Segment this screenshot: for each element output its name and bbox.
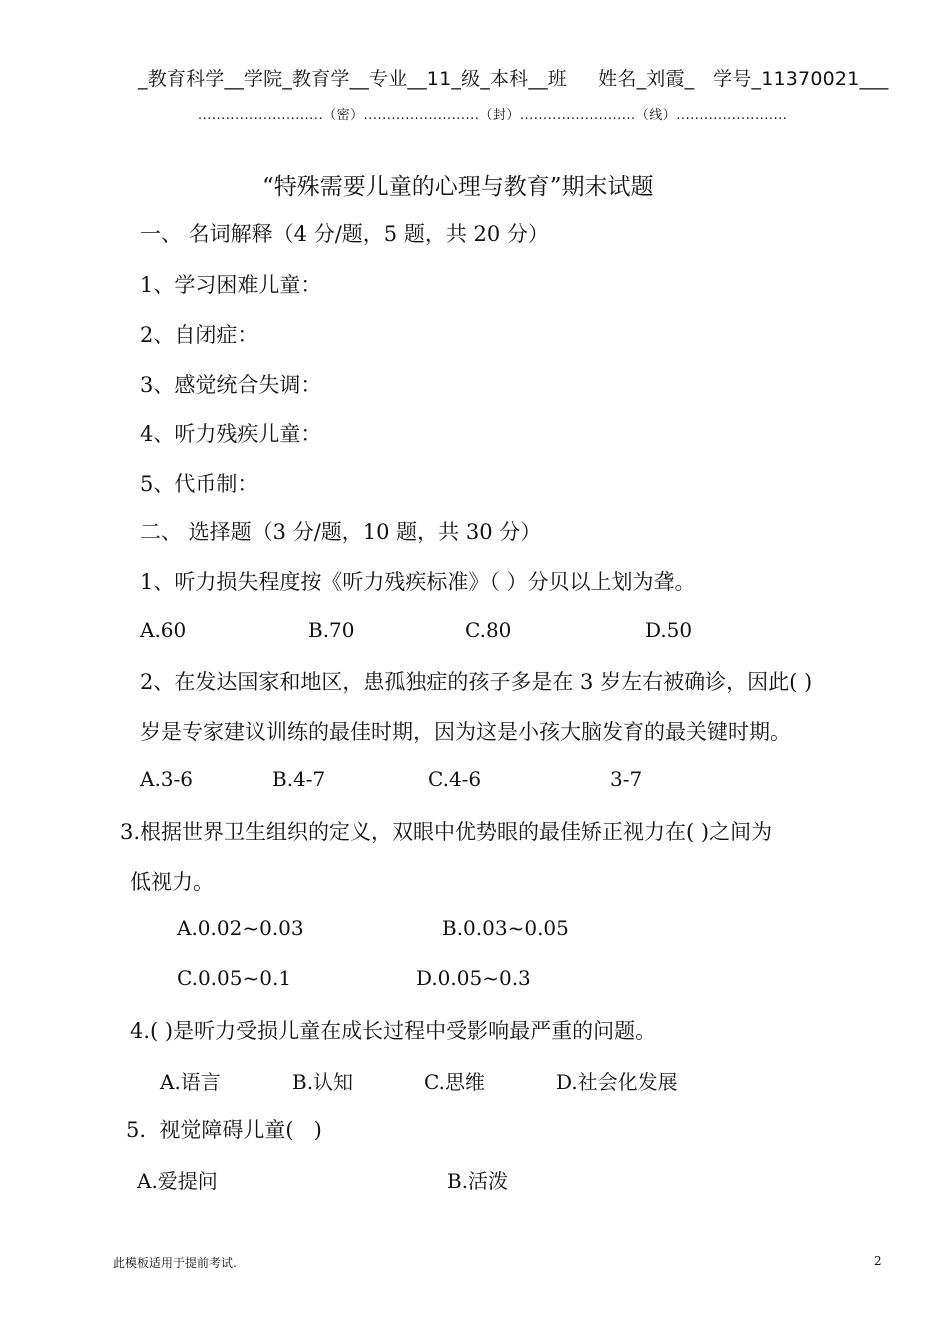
q3-option-a: A.0.02~0.03 (177, 916, 304, 940)
q1-option-c: C.80 (465, 618, 512, 642)
term-item-5: 5、代币制： (140, 472, 259, 496)
q2-option-a: A.3-6 (140, 767, 194, 791)
student-info-line: _教育科学__学院_教育学__专业__11_级_本科__班 姓名_刘霞_ 学号_11370021___ (138, 68, 889, 90)
q3-option-d: D.0.05~0.3 (416, 966, 531, 990)
q4-option-d: D.社会化发展 (556, 1070, 678, 1094)
page-number: 2 (874, 1254, 882, 1268)
question-3-line-2: 低视力。 (130, 870, 214, 894)
q1-option-a: A.60 (140, 618, 187, 642)
q4-option-b: B.认知 (292, 1070, 354, 1094)
term-item-4: 4、听力残疾儿童： (140, 422, 322, 446)
question-2-line-2: 岁是专家建议训练的最佳时期，因为这是小孩大脑发育的最关键时期。 (140, 720, 791, 744)
seal-line: ...........................（密）.........................（封）.........................（线）........................ (198, 108, 788, 123)
q5-option-a: A.爱提问 (137, 1169, 218, 1193)
section1-heading: 一、 名词解释（4 分/题，5 题，共 20 分） (140, 222, 549, 246)
q4-option-c: C.思维 (424, 1070, 485, 1094)
term-item-3: 3、感觉统合失调： (140, 373, 322, 397)
footer-note: 此模板适用于提前考试. (113, 1256, 237, 1270)
exam-title: “特殊需要儿童的心理与教育”期末试题 (262, 174, 654, 200)
question-2-line-1: 2、在发达国家和地区，患孤独症的孩子多是在 3 岁左右被确诊，因此( ) (140, 670, 813, 694)
q2-option-b: B.4-7 (272, 767, 326, 791)
q5-option-b: B.活泼 (447, 1169, 509, 1193)
q2-option-d: 3-7 (610, 767, 643, 791)
question-4: 4.( )是听力受损儿童在成长过程中受影响最严重的问题。 (130, 1019, 657, 1043)
section2-heading: 二、 选择题（3 分/题，10 题，共 30 分） (140, 520, 542, 544)
term-item-2: 2、自闭症： (140, 323, 259, 347)
q4-option-a: A.语言 (160, 1070, 221, 1094)
q2-option-c: C.4-6 (428, 767, 482, 791)
q3-option-b: B.0.03~0.05 (442, 916, 569, 940)
q1-option-b: B.70 (308, 618, 355, 642)
term-item-1: 1、学习困难儿童： (140, 273, 322, 297)
q3-option-c: C.0.05~0.1 (177, 966, 292, 990)
question-5: 5. 视觉障碍儿童( ) (126, 1118, 322, 1142)
q1-option-d: D.50 (645, 618, 693, 642)
question-3-line-1: 3.根据世界卫生组织的定义，双眼中优势眼的最佳矫正视力在( )之间为 (120, 820, 773, 844)
question-1: 1、听力损失程度按《听力残疾标准》（ ）分贝以上划为聋。 (140, 570, 696, 594)
